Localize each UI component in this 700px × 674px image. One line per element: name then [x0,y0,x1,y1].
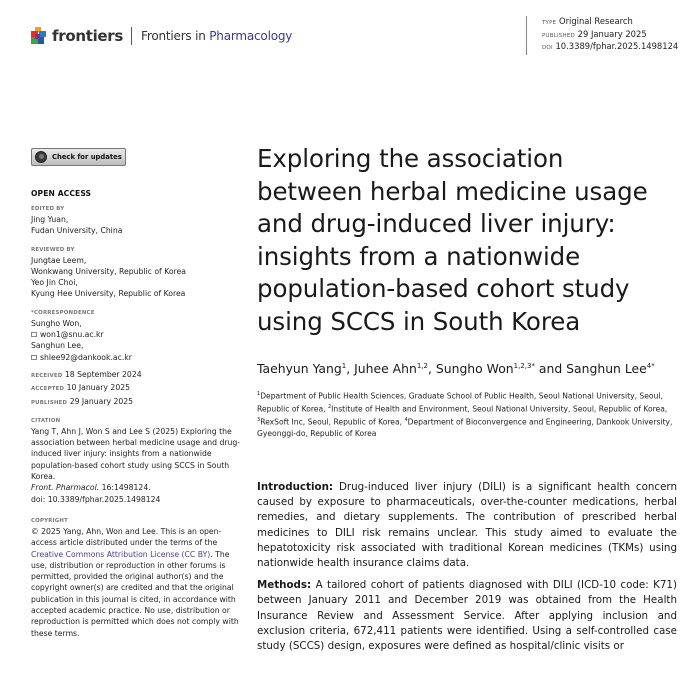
frontiers-logo-icon [31,27,47,45]
author[interactable] [354,361,428,376]
author-separator: , [346,360,355,376]
license-link[interactable]: Creative Commons Attribution License (CC BY) [31,549,211,559]
check-for-updates-label: Check for updates [52,153,122,161]
author-separator: , [427,360,436,376]
correspondent-email[interactable] [31,329,246,340]
affil-sup: 1 [257,391,261,398]
section-key: REVIEWED BY [31,246,75,253]
section-key: COPYRIGHT [31,517,68,524]
copyright-text-before: © 2025 Yang, Ahn, Won and Lee. This is an open-access article distributed under the terms of the [31,526,222,548]
email-text[interactable]: shlee92@dankook.ac.kr [40,352,132,362]
author[interactable] [436,361,535,376]
abstract-heading: Introduction: [257,480,334,493]
meta-key: DOI [542,45,553,51]
edited-by-section [31,205,246,237]
section-key: *CORRESPONDENCE [31,309,95,316]
mail-icon [31,332,37,337]
date-value: 29 January 2025 [69,396,134,406]
author-name[interactable]: Juhee Ahn [354,360,417,376]
reviewer-name: Yeo Jin Choi, [31,278,78,288]
sidebar [31,148,246,639]
author-name[interactable]: Sanghun Lee [566,360,647,376]
meta-published [542,29,678,42]
meta-key: PUBLISHED [542,32,575,39]
editor-name: Jing Yuan, [31,215,69,224]
mail-icon [31,355,37,360]
citation-section [31,417,246,505]
reviewer-affiliation: Wonkwang University, Republic of Korea [31,266,186,276]
abstract-text: Drug-induced liver injury (DILI) is a significant health concern caused by exposure to pharmaceuticals, over-the-counter medications, herbal remedies, and dietary supplements. The contribution of prescribed herbal medicines to DILI risk remains unclear. This study aimed to evaluate the hepatotoxicity risk associated with traditional Korean medicines (TKMs) using nationwide health insurance claims data. [257,480,677,569]
citation-journal [31,482,246,493]
journal-subject: Pharmacology [209,29,293,43]
correspondent-email[interactable] [31,352,246,363]
copyright-text [31,526,246,639]
copyright-section [31,517,246,639]
email-text[interactable]: won1@snu.ac.kr [40,330,104,340]
abstract-methods [257,578,677,654]
logo-divider [131,27,132,45]
meta-key: TYPE [542,20,557,26]
copyright-text-after: . The use, distribution or reproduction in other forums is permitted, provided the original author(s) and the copyright owner(s) are credited and that the original publication in this journal is cited, in accordance with accepted academic practice. No use, distribution or reproduction is permitted which does not comply with these terms. [31,549,239,638]
editor-affiliation: Fudan University, China [31,226,123,236]
journal-prefix: Frontiers in [141,29,210,43]
author-list [257,358,675,378]
meta-value[interactable]: 10.3389/fphar.2025.1498124 [555,41,679,51]
meta-value: Original Research [558,16,633,26]
reviewed-by-section [31,246,246,300]
author-affil-sup: 1,2,3* [513,361,535,370]
dates-section [31,369,246,409]
date-key: RECEIVED [31,372,63,379]
date-value: 18 September 2024 [64,369,142,379]
article-meta [526,16,678,55]
reviewer-name: Jungtae Leem, [31,255,87,265]
affil-sup: 3 [257,416,261,423]
meta-doi [542,41,678,54]
date-accepted [31,382,246,395]
journal-name [141,29,292,43]
date-received [31,369,246,382]
affiliation: Institute of Health and Environment, Seoul National University, Seoul, Republic of Korea, [331,404,668,414]
author-affil-sup: 1 [341,361,347,370]
affiliation: Department of Bioconvergence and Engineering, Dankook University, Gyeonggi-do, Republic of Korea [257,417,673,438]
section-key: EDITED BY [31,206,65,212]
author-name[interactable]: Sungho Won [435,360,514,376]
author-name[interactable]: Taehyun Yang [257,360,342,376]
article-title: Exploring the association between herbal medicine usage and drug-induced liver injury: insights from a nationwide population-based cohort study using SCCS in South Korea [257,144,648,336]
abstract-heading: Methods: [257,579,312,592]
meta-value: 29 January 2025 [577,28,647,39]
affiliations [257,389,682,439]
correspondent-name: Sanghun Lee, [31,341,84,351]
correspondent-name: Sungho Won, [31,318,82,328]
affiliation: Department of Public Health Sciences, Graduate School of Public Health, Seoul National University, Seoul, Republic of Korea, [257,391,663,414]
date-value: 10 January 2025 [66,383,130,393]
citation-doi[interactable]: doi: 10.3389/fphar.2025.1498124 [31,494,161,504]
journal-header [31,26,292,46]
affil-sup: 2 [327,404,332,411]
reviewer-affiliation: Kyung Hee University, Republic of Korea [31,289,186,299]
citation-volume: 16:1498124. [99,483,151,493]
author-affil-sup: 4* [646,361,655,370]
date-published [31,396,246,409]
crossmark-icon [35,151,47,163]
check-for-updates-button[interactable] [31,148,126,166]
citation-journal-name: Front. Pharmacol. [31,483,100,493]
section-key: CITATION [31,417,61,424]
date-key: PUBLISHED [31,399,68,406]
author-affil-sup: 1,2 [416,361,428,370]
affiliation: RexSoft Inc, Seoul, Republic of Korea, [260,417,405,427]
date-key: ACCEPTED [31,386,65,393]
article-main [257,143,675,654]
open-access-label: OPEN ACCESS [31,189,92,198]
citation-text: Yang T, Ahn J, Won S and Lee S (2025) Exploring the association between herbal medicine usage and drug-induced liver injury: insights from a nationwide population-based cohort study using SCCS in South Korea. [31,426,241,482]
meta-type [542,16,678,29]
author[interactable] [257,361,346,376]
author-separator: and [534,360,567,376]
abstract-text: A tailored cohort of patients diagnosed with DILI (ICD-10 code: K71) between January 2011 and December 2019 was obtained from the Health Insurance Review and Assessment Service. After applying inclusion and exclusion criteria, 672,411 patients were identified. Using a self-controlled case study (SCCS) design, exposures were defined as hospital/clinic visits or [257,579,677,652]
author[interactable] [566,361,655,376]
frontiers-wordmark: frontiers [52,27,124,45]
abstract-introduction [257,480,677,571]
affil-sup: 4 [404,416,408,423]
correspondence-section [31,309,246,363]
